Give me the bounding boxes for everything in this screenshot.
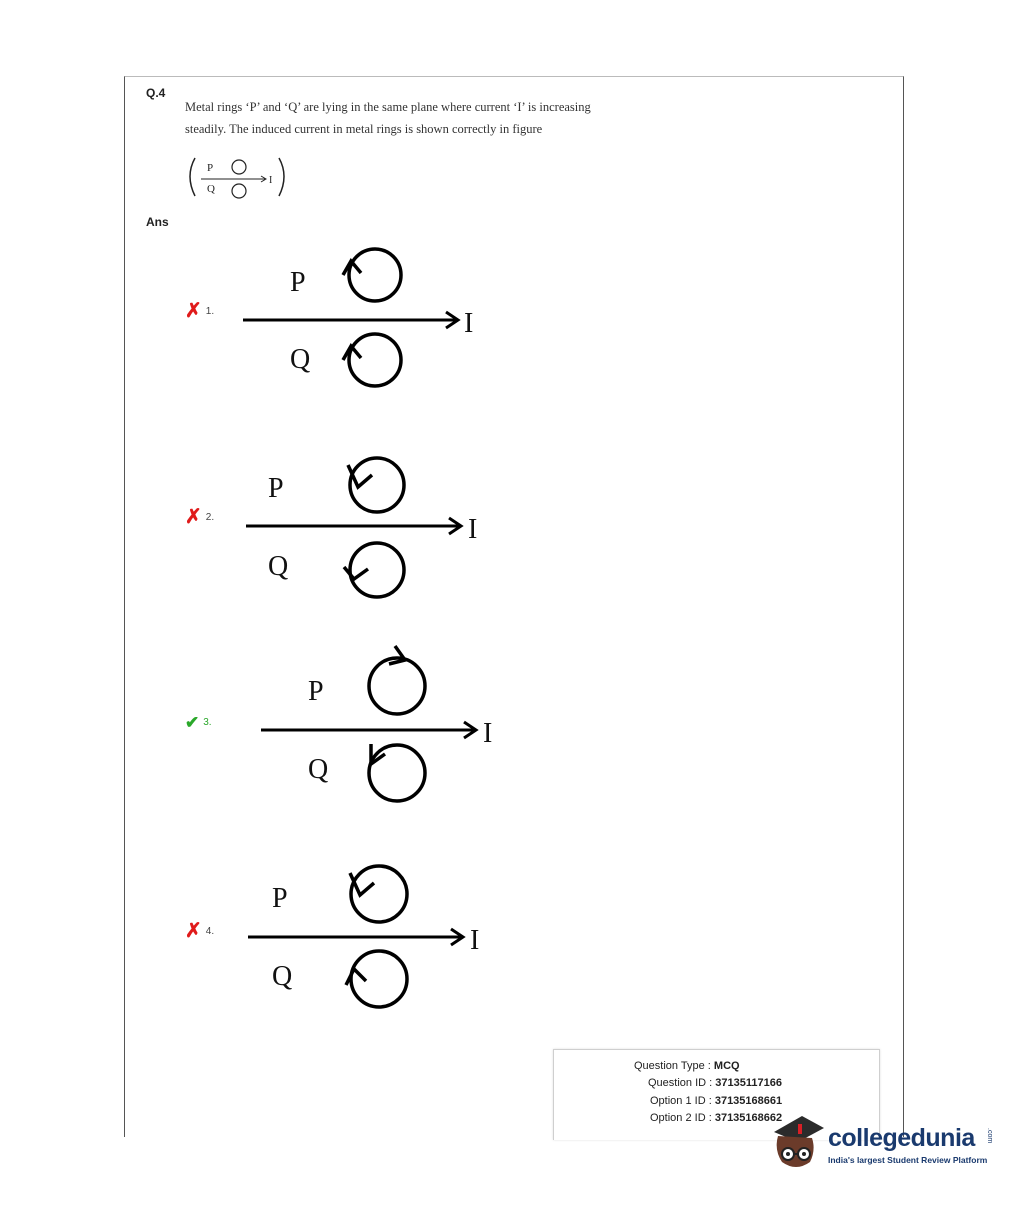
label-i: I [470, 925, 480, 956]
option-number: 3. [203, 717, 212, 728]
label-p: P [268, 473, 284, 504]
logo-tagline: India's largest Student Review Platform [828, 1155, 988, 1165]
ring-p-arrow [389, 646, 405, 664]
ring-q-arrow [343, 346, 361, 360]
logo-com: .com [986, 1128, 993, 1144]
label-q: Q [272, 961, 293, 992]
logo-wordmark: collegedunia [828, 1124, 975, 1152]
question-text-line-2: steadily. The induced current in metal rings is shown correctly in figure [185, 122, 543, 136]
fig-ring-p [232, 160, 246, 174]
cross-icon: ✗ [185, 300, 202, 322]
label-p: P [272, 883, 288, 914]
question-number: Q.4 [146, 86, 166, 100]
option-1-marker [185, 301, 214, 321]
label-p: P [308, 676, 324, 707]
fig-label-q: Q [207, 183, 215, 195]
option-3-figure [255, 640, 515, 810]
ring-q-arrow [346, 969, 366, 985]
option-number: 1. [205, 305, 215, 317]
option-3-marker [185, 714, 212, 731]
label-i: I [464, 308, 474, 339]
label-p: P [290, 267, 306, 298]
option-2-marker [185, 507, 214, 527]
label-q: Q [308, 754, 329, 785]
fig-label-i: I [269, 175, 273, 186]
question-figure [183, 154, 293, 202]
cross-icon: ✗ [185, 920, 202, 942]
option-1-figure [235, 235, 495, 395]
ring-p [349, 249, 401, 301]
option-4-marker [185, 921, 214, 941]
ring-q [369, 745, 425, 801]
option-2-figure [240, 445, 500, 605]
option-2-id-line: Option 2 ID : 37135168662 [650, 1112, 783, 1124]
question-type-line: Question Type : MCQ [634, 1060, 740, 1072]
fig-ring-q [232, 184, 246, 198]
ring-p-arrow [350, 873, 374, 895]
label-i: I [468, 514, 478, 545]
question-id-line: Question ID : 37135117166 [648, 1077, 782, 1089]
ring-p [369, 658, 425, 714]
option-number: 2. [205, 511, 215, 523]
ring-p-arrow [343, 261, 361, 275]
label-q: Q [290, 344, 311, 375]
collegedunia-logo [768, 1108, 998, 1178]
cross-icon: ✗ [185, 506, 202, 528]
question-text-line-1: Metal rings ‘P’ and ‘Q’ are lying in the same plane where current ‘I’ is increasing [185, 100, 591, 114]
ring-q [351, 951, 407, 1007]
ring-q [350, 543, 404, 597]
label-q: Q [268, 551, 289, 582]
checkmark-icon: ✔ [185, 713, 200, 732]
option-number: 4. [205, 925, 215, 937]
label-i: I [483, 718, 493, 749]
option-4-figure [242, 855, 502, 1015]
fig-label-p: P [207, 162, 214, 174]
mascot-icon [768, 1110, 826, 1176]
ring-q [349, 334, 401, 386]
ring-q-arrow [344, 567, 368, 579]
option-1-id-line: Option 1 ID : 37135168661 [650, 1095, 783, 1107]
question-text [185, 96, 655, 140]
answer-label: Ans [146, 215, 169, 229]
